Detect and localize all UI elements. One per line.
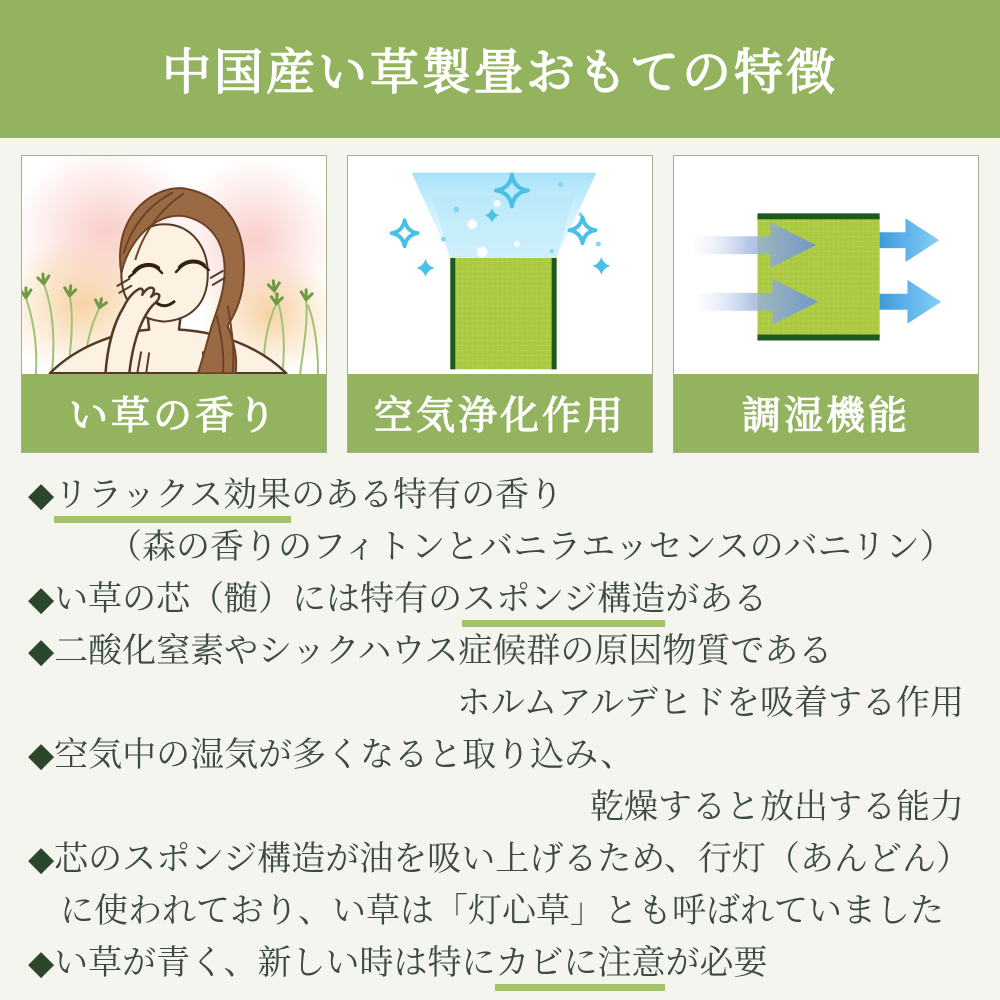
diamond-bullet-icon: ◆ (28, 632, 55, 670)
feature-text: 二酸化窒素やシックハウス症候群の原因物質である (54, 632, 833, 670)
feature-item (28, 729, 986, 781)
feature-text: 乾燥すると放出する能力 (590, 788, 964, 826)
panel-igusa-fragrance (21, 155, 327, 453)
diamond-bullet-icon: ◆ (28, 476, 55, 514)
panel-humidity-control (673, 155, 979, 453)
moisture-arrows-icon (674, 156, 978, 374)
diamond-bullet-icon: ◆ (28, 736, 55, 774)
feature-item-continuation (28, 521, 986, 573)
feature-text: ホルムアルデヒドを吸着する作用 (456, 684, 964, 722)
moisture-arrows-illustration (674, 156, 978, 374)
feature-text: い草の芯（髄）には特有の (54, 580, 463, 618)
panel-air-purification (347, 155, 653, 453)
feature-text: に使われており、い草は「灯心草」とも呼ばれていました (60, 892, 944, 930)
feature-text: のある特有の香り (291, 476, 564, 514)
diamond-bullet-icon: ◆ (28, 580, 55, 618)
feature-text: 芯のスポンジ構造が油を吸い上げるため、行灯（あんどん） (54, 840, 970, 878)
feature-panels-row (21, 155, 979, 453)
diamond-bullet-icon: ◆ (28, 840, 55, 878)
diamond-bullet-icon: ◆ (28, 944, 55, 982)
feature-item (28, 573, 986, 625)
relaxed-woman-illustration (22, 156, 326, 374)
air-purification-icon (348, 156, 652, 374)
feature-item (28, 937, 986, 989)
feature-item (28, 625, 986, 677)
feature-text: が必要 (665, 944, 768, 982)
page-title: 中国産い草製畳おもての特徴 (161, 46, 838, 100)
feature-item-continuation (28, 781, 986, 833)
underlined-feature-text: リラックス効果 (54, 476, 291, 523)
underlined-feature-text: スポンジ構造 (462, 580, 665, 627)
panel-label-humidity-control: 調湿機能 (674, 374, 978, 452)
relaxed-woman-icon (22, 156, 326, 374)
feature-text: （森の香りのフィトンとバニラエッセンスのバニリン） (108, 528, 954, 566)
air-purification-illustration (348, 156, 652, 374)
feature-item-continuation (28, 677, 986, 729)
feature-text: がある (665, 580, 768, 618)
panel-label-air-purification: 空気浄化作用 (348, 374, 652, 452)
panel-label-fragrance: い草の香り (22, 374, 326, 452)
feature-item-continuation (28, 885, 986, 937)
feature-item (28, 833, 986, 885)
feature-text: 空気中の湿気が多くなると取り込み、 (54, 736, 635, 774)
underlined-feature-text: カビに注意 (495, 944, 665, 991)
feature-text: い草が青く、新しい時は特に (54, 944, 496, 982)
features-list (0, 469, 1000, 989)
header-banner (0, 0, 1000, 138)
feature-item (28, 469, 986, 521)
